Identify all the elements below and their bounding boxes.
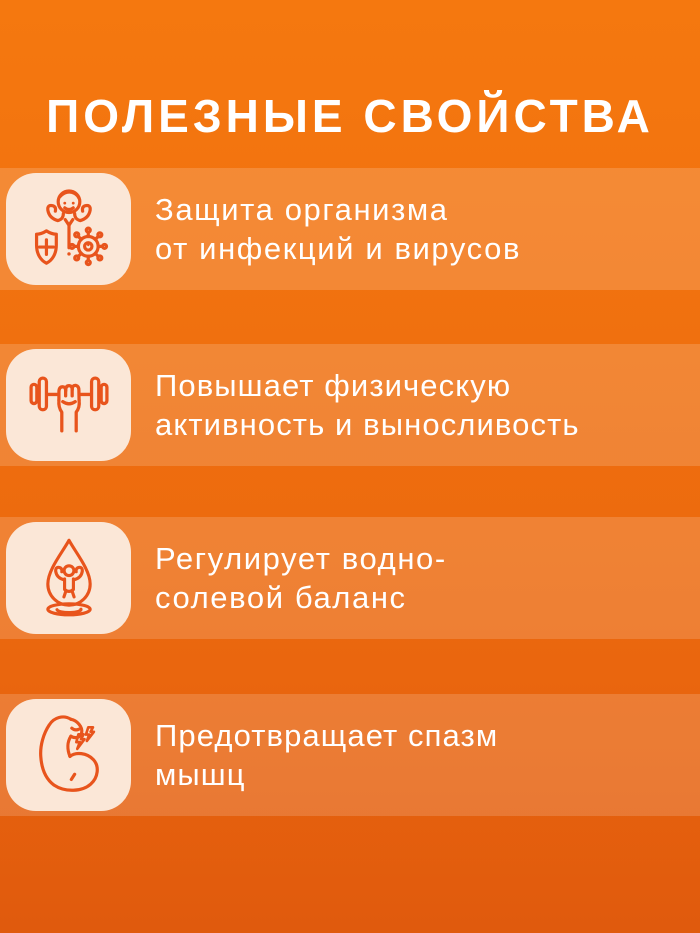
benefit-line: Защита организма	[155, 192, 449, 227]
benefit-text	[155, 344, 690, 466]
benefit-text	[155, 168, 690, 290]
benefit-icon-card	[6, 522, 131, 634]
benefit-row-immunity	[0, 168, 700, 290]
benefit-icon-card	[6, 699, 131, 811]
benefit-line: Предотвращает спазм	[155, 718, 499, 753]
benefit-row-muscle-spasm	[0, 694, 700, 816]
benefit-text	[155, 517, 690, 639]
benefit-line: активность и выносливость	[155, 407, 580, 442]
benefit-line: Повышает физическую	[155, 368, 512, 403]
benefit-icon-card	[6, 173, 131, 285]
benefit-text	[155, 694, 690, 816]
benefit-line: мышц	[155, 757, 246, 792]
benefit-row-water-balance	[0, 517, 700, 639]
benefit-line: от инфекций и вирусов	[155, 231, 522, 266]
benefit-row-activity	[0, 344, 700, 466]
biceps-spasm-icon	[22, 708, 116, 802]
dumbbell-fist-icon	[21, 357, 117, 453]
benefit-icon-card	[6, 349, 131, 461]
water-drop-balance-icon	[23, 532, 115, 624]
benefit-line: солевой баланс	[155, 580, 407, 615]
immunity-shield-virus-icon	[22, 182, 116, 276]
page-title: ПОЛЕЗНЫЕ СВОЙСТВА	[46, 89, 654, 142]
benefit-line: Регулирует водно-	[155, 541, 447, 576]
